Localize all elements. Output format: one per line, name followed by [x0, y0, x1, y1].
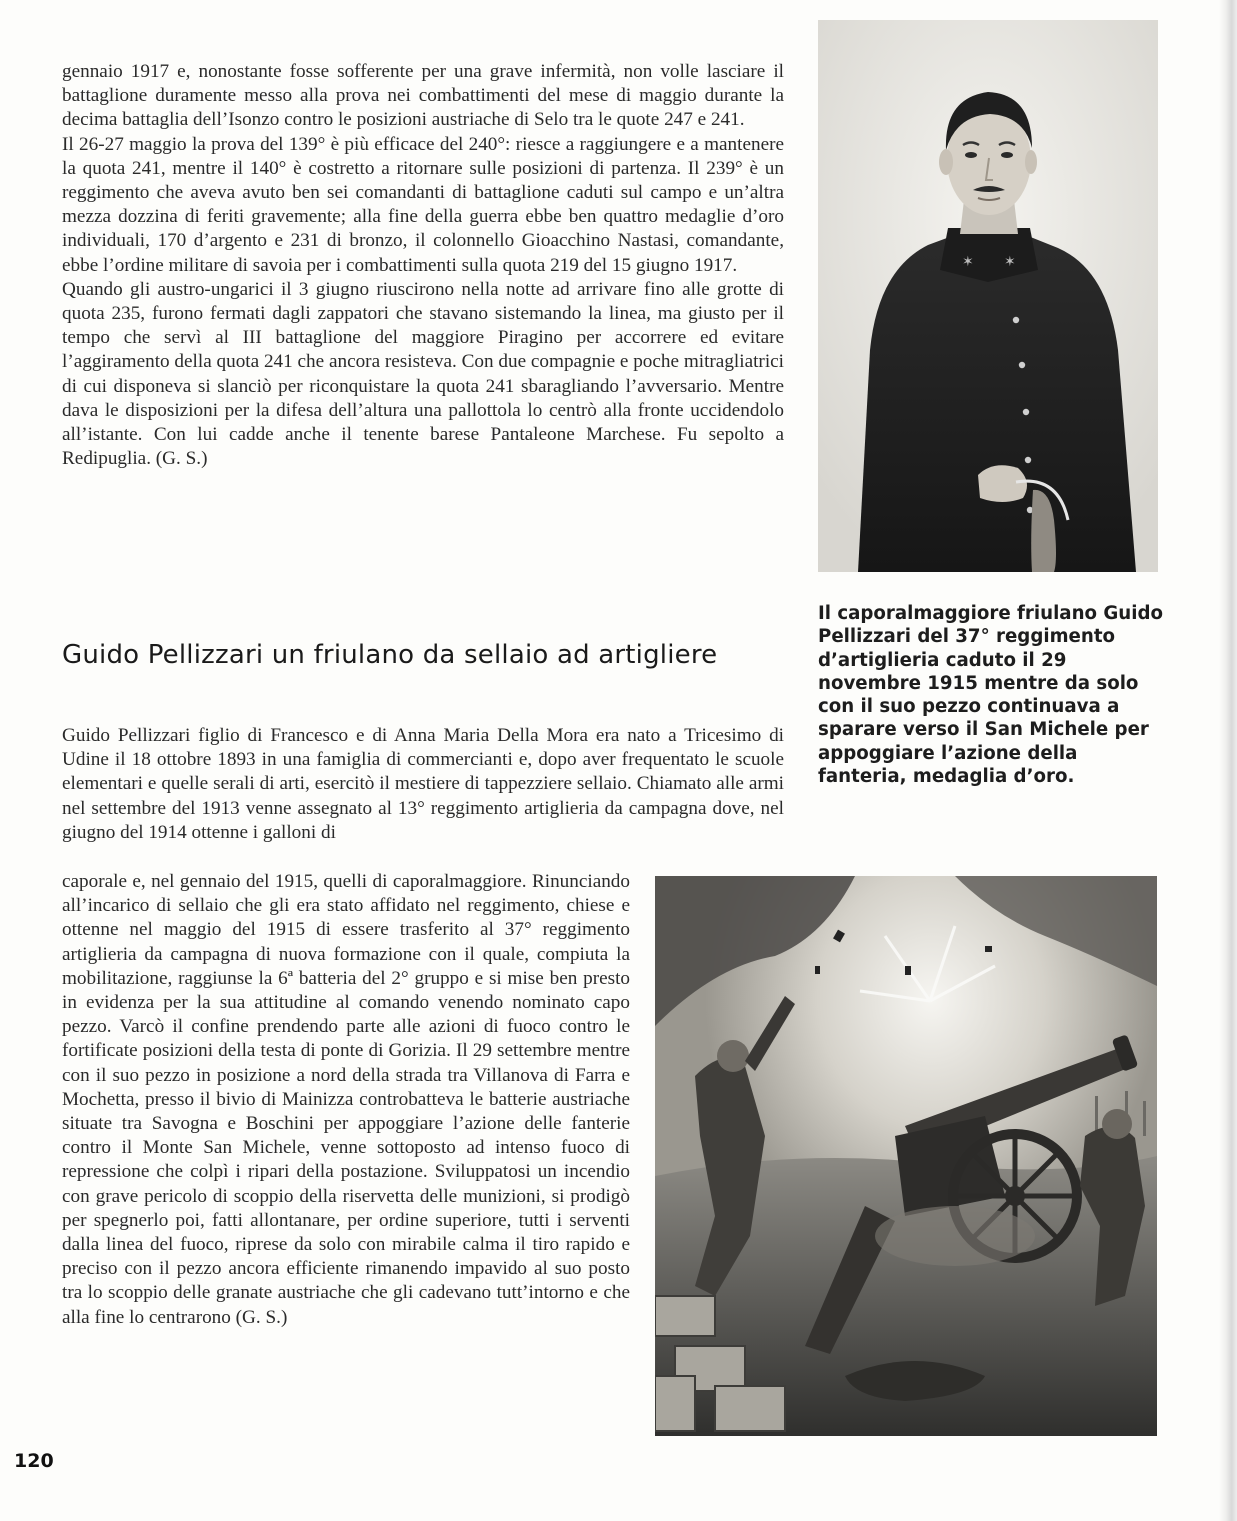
svg-text:✶: ✶: [962, 254, 974, 270]
section-heading: Guido Pellizzari un friulano da sellaio ad artigliere: [62, 640, 718, 670]
intro-paragraph: Quando gli austro-ungarici il 3 giugno riuscirono nella notte ad arrivare fino alle grotte di quota 235, furono fermati dagli zappatori che stavano sistemando la linea, ma giusto per il tempo che servì al III battaglione del maggiore Piragino per accorrere ed evitare l’aggiramento della quota 241 che ancora resisteva. Con due compagnie e poche mitragliatrici di cui disponeva si slanciò per riconquistare la quota 241 sbaragliando l’avversario. Mentre dava le disposizioni per la difesa dell’altura una pallottola lo centrò alla fronte uccidendolo all’istante. Con lui cadde anche il tenente barese Pantaleone Marchese. Fu sepolto a Redipuglia. (G. S.): [62, 278, 784, 470]
body-paragraph: Guido Pellizzari figlio di Francesco e di Anna Maria Della Mora era nato a Tricesimo di Udine il 18 ottobre 1893 in una famiglia di commercianti e, dopo aver frequentato le scuole elementari e quelle serali di arti, esercitò il mestiere di tappezziere sellaio. Chiamato alle armi nel settembre del 1913 venne assegnato al 13° reggimento artiglieria da campagna dove, nel giugno del 1914 ottenne i galloni di: [62, 725, 784, 843]
photo-caption: Il caporalmaggiore friulano Guido Pellizzari del 37° reggimento d’artiglieria caduto il 29 novembre 1915 mentre da solo con il suo pezzo continuava a sparare verso il San Michele per appoggiare l’azione della fanteria, medaglia d’oro.: [818, 603, 1163, 788]
body-text-narrow: [62, 870, 630, 1330]
battle-illustration: [655, 876, 1157, 1436]
portrait-illustration: [818, 20, 1158, 572]
body-text-wide: [62, 724, 784, 845]
page-binding-edge: [1219, 0, 1237, 1521]
artillery-scene: [655, 876, 1157, 1436]
page-number: 120: [14, 1450, 54, 1472]
intro-paragraph: gennaio 1917 e, nonostante fosse sofferente per una grave infermità, non volle lasciare il battaglione duramente messo alla prova nei combattimenti del mese di maggio durante la decima battaglia dell’Isonzo contro le posizioni austriache di Selo tra le quote 247 e 241.: [62, 61, 784, 131]
portrait-photo: [818, 20, 1158, 572]
svg-text:✶: ✶: [1004, 254, 1016, 270]
intro-paragraph: Il 26-27 maggio la prova del 139° è più efficace del 240°: riesce a raggiungere e a mantenere la quota 241, mentre il 140° è costretto a ritornare sulle posizioni di partenza. Il 239° è un reggimento che aveva avuto ben sei comandanti di battaglione caduti sul campo e un’altra mezza dozzina di feriti gravemente; alla fine della guerra ebbe ben quattro medaglie d’oro individuali, 170 d’argento e 231 di bronzo, il colonnello Gioacchino Nastasi, comandante, ebbe l’ordine militare di savoia per i combattimenti sulla quota 219 del 15 giugno 1917.: [62, 133, 784, 276]
body-paragraph: caporale e, nel gennaio del 1915, quelli di caporalmaggiore. Rinunciando all’incarico di sellaio che gli era stato affidato nel reggimento, chiese e ottenne nel maggio del 1915 di essere trasferito al 37° reggimento artiglieria da campagna di nuova formazione con il quale, compiuta la mobilitazione, raggiunse la 6ª batteria del 2° gruppo e si mise ben presto in evidenza per la sua attitudine al comando venendo nominato capo pezzo. Varcò il confine prendendo parte alle azioni di fuoco contro le fortificate posizioni della testa di ponte di Gorizia. Il 29 settembre mentre con il suo pezzo in posizione a nord della strada tra Villanova di Farra e Mochetta, presso il bivio di Mainizza controbatteva le batterie austriache situate tra Savogna e Boschini per appoggiare l’azione delle fanterie contro il Monte San Michele, venne sottoposto ad intenso fuoco di repressione che colpì i ripari della postazione. Sviluppatosi un incendio con grave pericolo di scoppio della riservetta delle munizioni, si prodigò per spegnerlo poi, fatti allontanare, per ordine superiore, tutti i serventi dalla linea del fuoco, riprese da solo con mirabile calma il tiro rapido e preciso con il pezzo ancora efficiente rimanendo impavido al suo posto tra lo scoppio delle granate austriache che gli cadevano tutt’intorno e che alla fine lo centrarono (G. S.): [62, 871, 630, 1328]
intro-text: [62, 60, 784, 471]
